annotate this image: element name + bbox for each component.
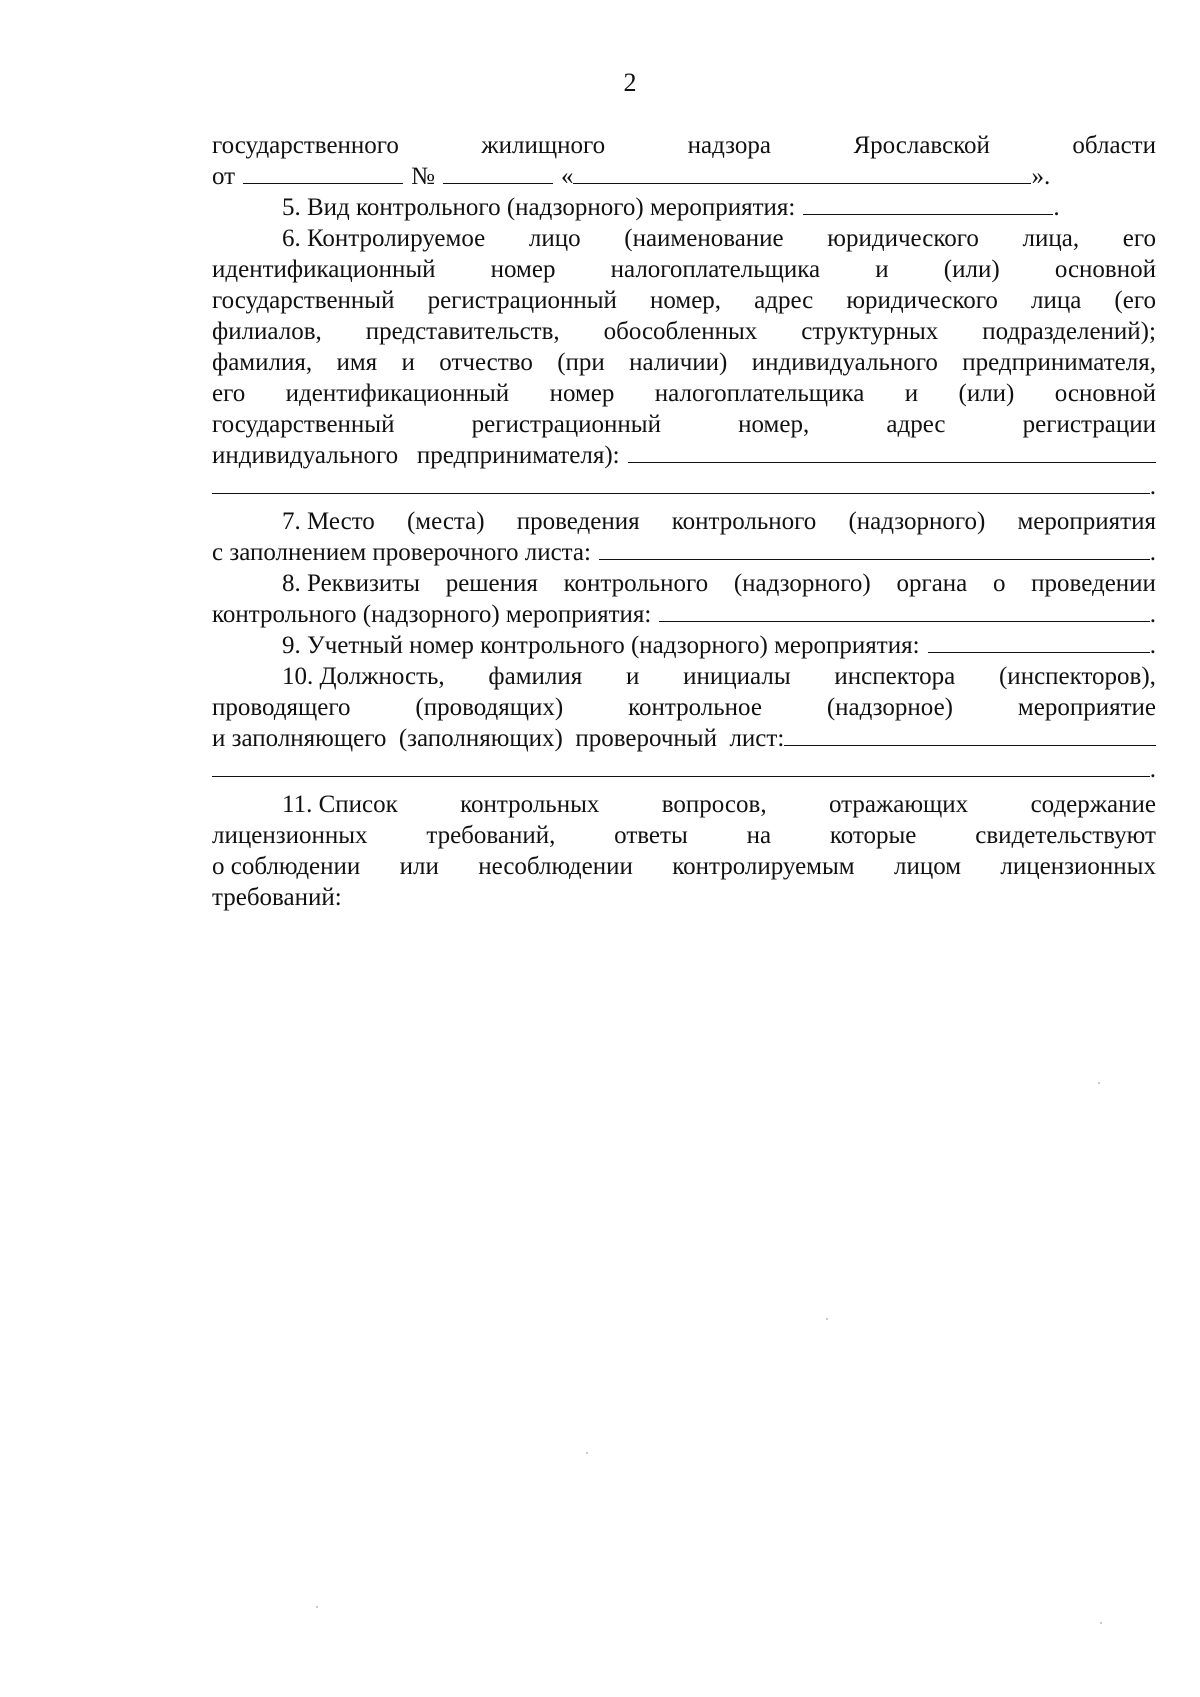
item-6-end: .	[1149, 473, 1156, 500]
word: (или)	[943, 256, 1000, 283]
word: мероприятие	[1017, 694, 1156, 721]
item-9-blank[interactable]	[928, 630, 1150, 653]
word: (надзорного)	[733, 570, 871, 597]
from-label: от	[212, 163, 236, 190]
item-5-blank[interactable]	[803, 192, 1053, 215]
item-7-blank[interactable]	[599, 537, 1150, 560]
word: фамилия,	[212, 349, 313, 376]
word: решения	[445, 570, 538, 597]
item-7-line-1	[212, 506, 1156, 537]
item-8-label: контрольного (надзорного) мероприятия:	[212, 601, 652, 628]
word: лицензионных	[212, 822, 368, 849]
word: подразделений);	[982, 318, 1156, 345]
word: регистрационный	[427, 287, 617, 314]
item-8-end: .	[1149, 601, 1156, 628]
item-11-line-3	[212, 851, 1156, 882]
item-10-blank-1[interactable]	[784, 723, 1156, 746]
word: отражающих	[828, 791, 969, 818]
word: 11. Список	[282, 791, 398, 818]
item-11-line-2	[212, 820, 1156, 851]
item-10-line-1	[212, 661, 1156, 692]
word: ответы	[614, 822, 688, 849]
word: регистрации	[1022, 411, 1156, 438]
word: юридического	[827, 225, 979, 252]
word: его	[1122, 225, 1156, 252]
quote-open: «	[560, 163, 574, 190]
word: и	[626, 663, 640, 690]
word: обособленных	[603, 318, 758, 345]
word: контрольного	[563, 570, 709, 597]
word: лицом	[893, 853, 962, 880]
number-sign: №	[411, 163, 435, 190]
word: требований:	[212, 884, 342, 911]
word: идентификационный	[285, 380, 510, 407]
word: (надзорного)	[848, 508, 986, 535]
word: содержание	[1030, 791, 1156, 818]
item-6-line-2	[212, 254, 1156, 285]
item-6-line-7	[212, 409, 1156, 440]
item-7-label: с заполнением проверочного листа:	[212, 539, 591, 566]
item-6-line-6	[212, 378, 1156, 409]
item-10-label: и заполняющего (заполняющих) проверочный лист:	[212, 725, 785, 752]
item-6-line-3	[212, 285, 1156, 316]
item-6-blank-1[interactable]	[628, 440, 1156, 463]
scan-speck	[1098, 1082, 1100, 1084]
header-word: Ярославской	[853, 132, 990, 159]
scan-speck	[586, 1452, 588, 1454]
header-word: жилищного	[481, 132, 606, 159]
word: требований,	[426, 822, 556, 849]
item-10-blank-2[interactable]	[212, 754, 1150, 777]
header-line-2	[212, 161, 1156, 192]
word: фамилия	[488, 663, 583, 690]
word: (наименование	[624, 225, 784, 252]
word: отчество	[439, 349, 533, 376]
word: государственный	[212, 287, 395, 314]
quote-close: ».	[1031, 163, 1051, 190]
word: (места)	[406, 508, 485, 535]
word: о соблюдении	[212, 853, 361, 880]
word: номер	[549, 380, 615, 407]
word: инициалы	[683, 663, 791, 690]
item-5-label: 5. Вид контрольного (надзорного) мероприятия:	[282, 194, 796, 221]
word: основной	[1054, 256, 1156, 283]
item-6-line-9	[212, 471, 1156, 502]
word: адрес	[886, 411, 946, 438]
word: лицо	[528, 225, 581, 252]
word: предпринимателя,	[962, 349, 1156, 376]
item-6-line-1	[212, 223, 1156, 254]
word: филиалов,	[212, 318, 322, 345]
scan-speck	[316, 1606, 318, 1608]
word: идентификационный	[212, 256, 436, 283]
item-5	[212, 192, 1156, 223]
word: налогоплательщика	[610, 256, 821, 283]
word: номер,	[649, 287, 722, 314]
word: государственный	[212, 411, 395, 438]
word: на	[746, 822, 772, 849]
word: лицензионных	[1000, 853, 1156, 880]
word: юридического	[846, 287, 998, 314]
item-6-line-8	[212, 440, 1156, 471]
item-10-line-2	[212, 692, 1156, 723]
word: или	[399, 853, 439, 880]
word: контрольных	[460, 791, 600, 818]
header-line-1	[212, 130, 1156, 161]
word: (или)	[958, 380, 1015, 407]
word: структурных	[801, 318, 939, 345]
item-10-line-3	[212, 723, 1156, 754]
word: которые	[829, 822, 917, 849]
item-8-line-1	[212, 568, 1156, 599]
item-8-blank[interactable]	[659, 599, 1149, 622]
page-number: 2	[623, 68, 637, 97]
item-9-end: .	[1149, 632, 1156, 659]
word: (проводящих)	[415, 694, 564, 721]
item-8-line-2	[212, 599, 1156, 630]
word: наличии)	[629, 349, 728, 376]
word: представительств,	[365, 318, 560, 345]
word: адрес	[754, 287, 814, 314]
word: вопросов,	[661, 791, 767, 818]
word: органа	[896, 570, 968, 597]
word: 10. Должность,	[282, 663, 445, 690]
word: (его	[1114, 287, 1156, 314]
scan-speck	[1100, 1622, 1102, 1624]
word: и	[904, 380, 919, 407]
word: номер	[490, 256, 556, 283]
title-blank[interactable]	[573, 161, 1031, 184]
item-7-line-2	[212, 537, 1156, 568]
item-11-line-1	[212, 789, 1156, 820]
scan-speck	[826, 1318, 828, 1320]
word: 7. Место	[282, 508, 375, 535]
word: (надзорное)	[826, 694, 954, 721]
word: проведения	[516, 508, 640, 535]
item-7-end: .	[1149, 539, 1156, 566]
word: несоблюдении	[478, 853, 633, 880]
word: (инспекторов),	[998, 663, 1156, 690]
header-word: надзора	[687, 132, 771, 159]
date-blank[interactable]	[243, 161, 403, 184]
word: о	[992, 570, 1006, 597]
word: и	[875, 256, 889, 283]
word: номер,	[738, 411, 810, 438]
word: лица	[1031, 287, 1082, 314]
word: (при	[557, 349, 605, 376]
word: лица,	[1022, 225, 1080, 252]
item-6-blank-2[interactable]	[212, 471, 1150, 494]
item-10-line-4	[212, 754, 1156, 785]
header-word: государственного	[212, 132, 399, 159]
word: 6. Контролируемое	[282, 225, 486, 252]
header-word: области	[1072, 132, 1156, 159]
word: имя	[336, 349, 378, 376]
item-6-line-5	[212, 347, 1156, 378]
item-6-line-4	[212, 316, 1156, 347]
word: и	[401, 349, 415, 376]
document-body	[212, 130, 1156, 913]
word: контролируемым	[672, 853, 855, 880]
word: индивидуального	[751, 349, 938, 376]
number-blank[interactable]	[443, 161, 553, 184]
word: регистрационный	[471, 411, 661, 438]
word: контрольное	[628, 694, 762, 721]
word: проводящего	[212, 694, 351, 721]
word: мероприятия	[1017, 508, 1156, 535]
word: инспектора	[834, 663, 956, 690]
word: его	[212, 380, 246, 407]
item-6-last-label: индивидуального предпринимателя):	[212, 442, 620, 469]
item-5-end: .	[1053, 194, 1060, 221]
item-10-end: .	[1149, 756, 1156, 783]
word: основной	[1054, 380, 1156, 407]
item-11-line-4	[212, 882, 1156, 913]
word: налогоплательщика	[654, 380, 865, 407]
word: свидетельствуют	[975, 822, 1156, 849]
word: проведении	[1031, 570, 1156, 597]
item-9	[212, 630, 1156, 661]
word: 8. Реквизиты	[282, 570, 420, 597]
word: контрольного	[671, 508, 817, 535]
item-9-label: 9. Учетный номер контрольного (надзорного) мероприятия:	[282, 632, 920, 659]
